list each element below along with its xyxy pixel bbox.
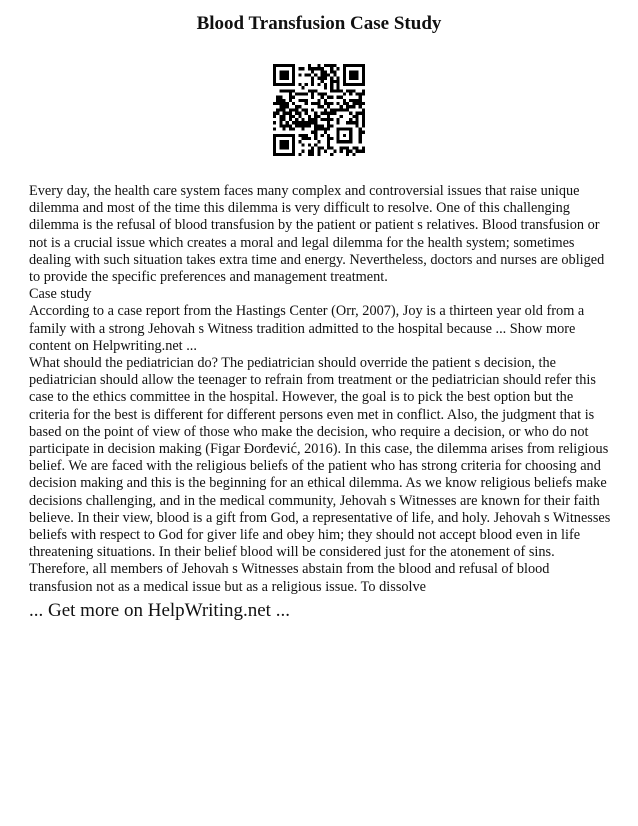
paragraph-intro: Every day, the health care system faces many complex and controversial issues that raise unique dilemma and most of the time this dilemma is very difficult to resolve. One of this challenging dilemma is the refusal of blood transfusion by the patient or patient s relatives. Blood transfusion or not is a crucial issue which creates a moral and legal dilemma for the health system; sometimes dealing with such situation takes extra time and energy. Nevertheless, doctors and nurses are obliged to provide the specific preferences and management treatment. — [29, 183, 605, 286]
qr-code-icon[interactable] — [273, 64, 365, 156]
paragraph-case-report: According to a case report from the Hastings Center (Orr, 2007), Joy is a thirteen year old from a family with a strong Jehovah s Witness tradition admitted to the hospital because ... Show more content on Helpwriting.net ... — [29, 303, 585, 354]
document-body — [29, 183, 611, 596]
paragraph-discussion: What should the pediatrician do? The pediatrician should override the patient s decision, the pediatrician should allow the teenager to refrain from treatment or the pediatrician should refer this case to the ethics committee in the hospital. However, the goal is to pick the best option but the criteria for the best is different for different persons even met in conflict. Also, the judgment that is based on the point of view of those who make the decision, who require a decision, or who do not participate in decision making (Figar Đorđević, 2016). In this case, the dilemma arises from religious belief. We are faced with the religious beliefs of the patient who has strong criteria for choosing and decision making and this is the beginning for an ethical dilemma. As we know religious beliefs make decisions challenging, and in the medical community, Jehovah s Witnesses are known for their faith believe. In their view, blood is a gift from God, a representative of life, and holy. Jehovah s Witnesses beliefs with respect to God for giver life and obey him; they should not accept blood even in life threatening situations. In their belief blood will be considered just for the atonement of sins. Therefore, all members of Jehovah s Witnesses abstain from the blood and refusal of blood transfusion not as a medical issue but as a religious issue. To dissolve — [29, 355, 611, 595]
page-title: Blood Transfusion Case Study — [196, 13, 442, 34]
get-more-link[interactable]: ... Get more on HelpWriting.net ... — [29, 600, 290, 621]
section-heading-case-study: Case study — [29, 286, 92, 303]
